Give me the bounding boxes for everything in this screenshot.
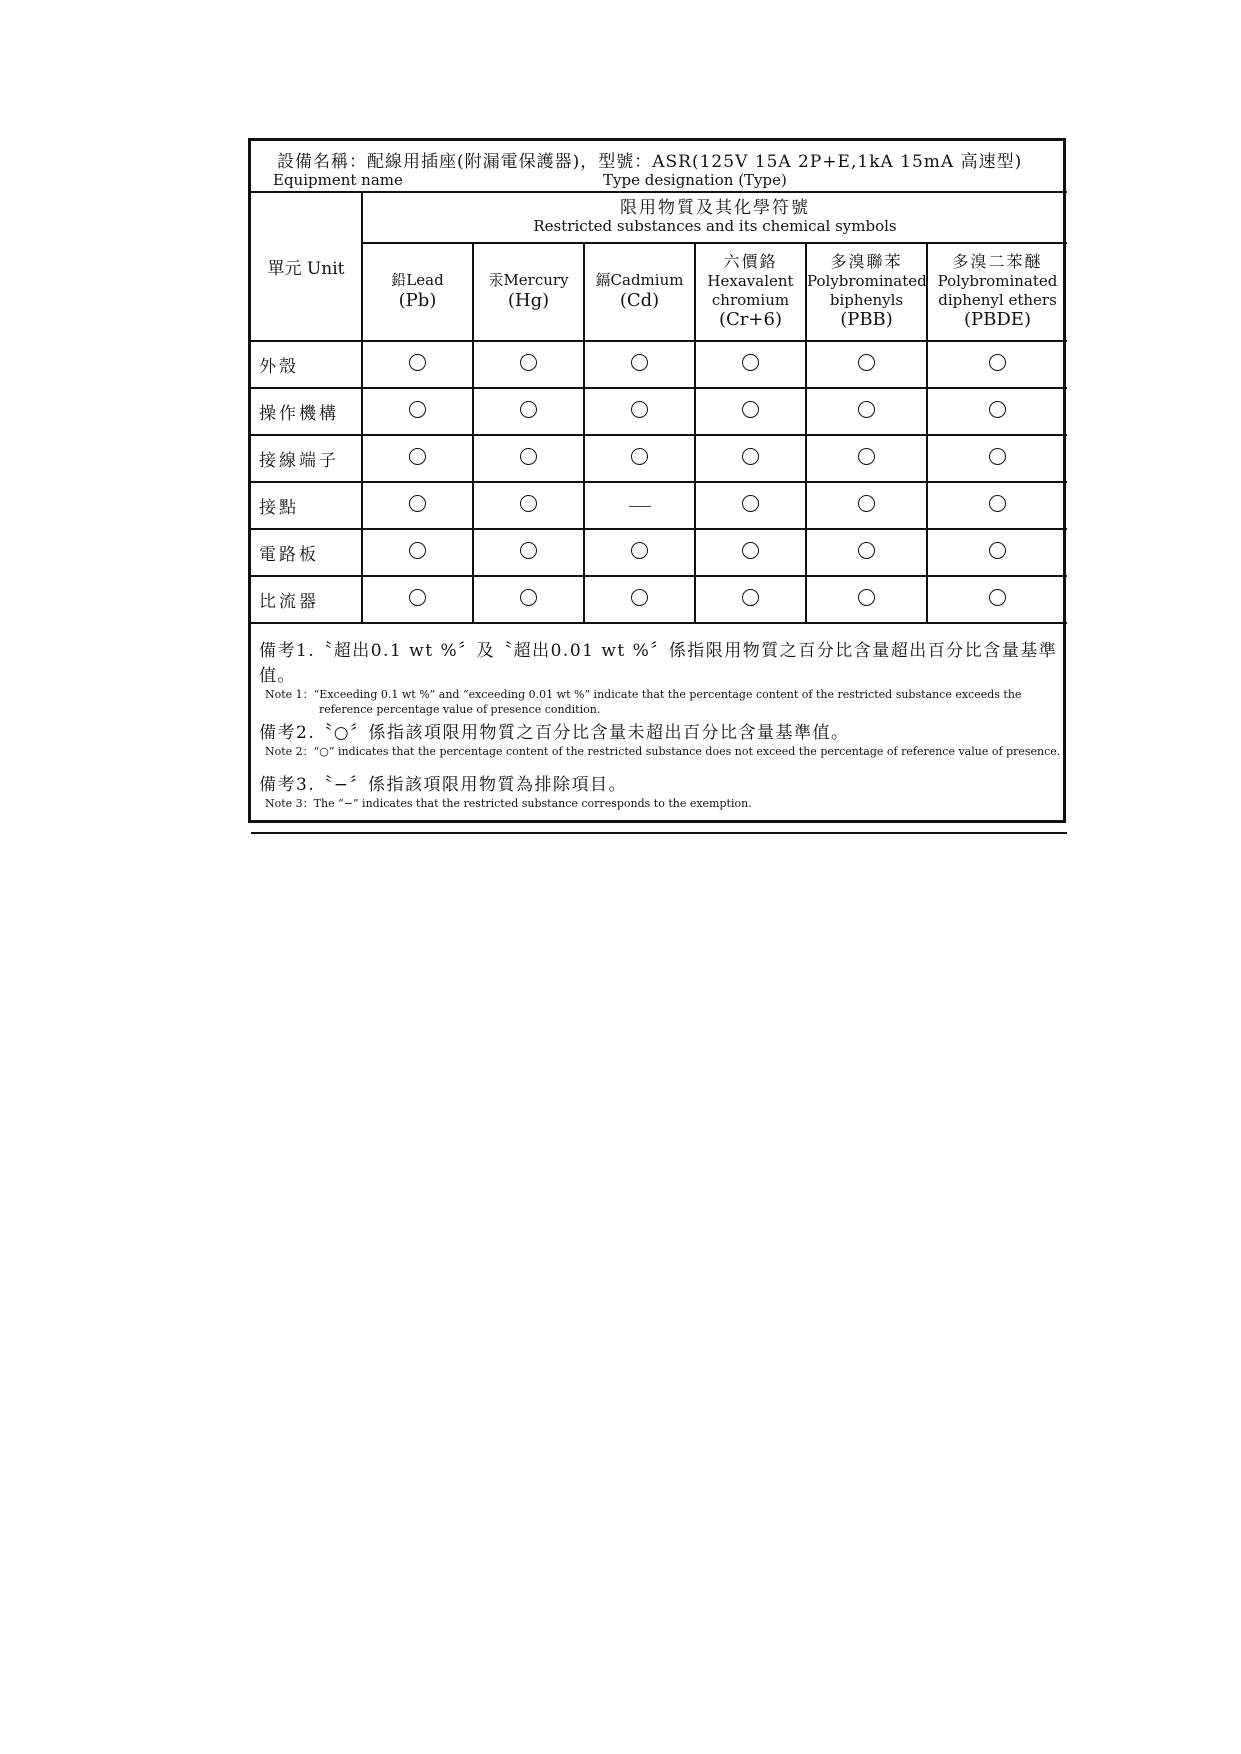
compliance-cell (927, 341, 1067, 388)
compliant-circle-mark (409, 448, 426, 465)
unit-name: 操作機構 (251, 388, 362, 435)
compliance-cell (473, 482, 584, 529)
compliant-circle-mark (742, 589, 759, 606)
compliance-cell (473, 576, 584, 623)
compliant-circle-mark (858, 495, 875, 512)
compliant-circle-mark (409, 495, 426, 512)
compliant-circle-mark (631, 401, 648, 418)
compliance-cell (927, 482, 1067, 529)
substance-mercury: 汞Mercury (Hg) (473, 243, 584, 341)
compliance-cell (806, 341, 927, 388)
note3-zh: 備考3.〝−〞係指該項限用物質為排除項目。 (259, 774, 627, 795)
compliant-circle-mark (742, 401, 759, 418)
compliance-cell (362, 529, 473, 576)
compliance-cell (362, 435, 473, 482)
compliant-circle-mark (858, 589, 875, 606)
compliant-circle-mark (989, 354, 1006, 371)
unit-name: 接線端子 (251, 435, 362, 482)
equipment-title: 設備名稱：配線用插座(附漏電保護器)，型號：ASR(125V 15A 2P+E,1kA 15mA 高速型) (277, 152, 1023, 172)
compliance-cell (584, 388, 695, 435)
compliant-circle-mark (631, 542, 648, 559)
compliant-circle-mark (631, 448, 648, 465)
notes-section (251, 623, 1067, 833)
compliant-circle-mark (989, 495, 1006, 512)
unit-name: 接點 (251, 482, 362, 529)
compliance-cell (927, 576, 1067, 623)
compliance-cell (806, 482, 927, 529)
compliant-circle-mark (858, 401, 875, 418)
compliant-circle-mark (409, 401, 426, 418)
compliance-cell (473, 529, 584, 576)
rohs-declaration-sheet (248, 138, 1066, 823)
table-row (251, 529, 1067, 576)
compliant-circle-mark (742, 542, 759, 559)
compliance-cell (362, 482, 473, 529)
unit-header: 單元 Unit (251, 192, 362, 341)
compliant-circle-mark (631, 589, 648, 606)
compliance-cell (806, 529, 927, 576)
compliance-cell (362, 388, 473, 435)
substance-cadmium: 鎘Cadmium (Cd) (584, 243, 695, 341)
substance-hexavalent-chromium: 六價鉻 Hexavalent chromium (Cr+6) (695, 243, 806, 341)
type-designation-label: Type designation (Type) (603, 171, 787, 189)
table-row (251, 341, 1067, 388)
substance-lead: 鉛Lead (Pb) (362, 243, 473, 341)
compliance-cell (362, 576, 473, 623)
compliant-circle-mark (742, 354, 759, 371)
table-row (251, 576, 1067, 623)
compliance-cell (584, 576, 695, 623)
compliance-cell (927, 529, 1067, 576)
note1-en: Note 1：“Exceeding 0.1 wt %” and “exceeding 0.01 wt %” indicate that the percentage content of the restricted substance exceeds the reference percentage value of presence condition. (265, 688, 1022, 716)
compliant-circle-mark (520, 495, 537, 512)
restricted-en: Restricted substances and its chemical symbols (533, 217, 897, 236)
compliance-cell (473, 388, 584, 435)
compliance-cell (473, 435, 584, 482)
note3-en: Note 3：The “−” indicates that the restricted substance corresponds to the exemption. (265, 796, 752, 810)
compliant-circle-mark (409, 354, 426, 371)
compliant-circle-mark (989, 401, 1006, 418)
compliant-circle-mark (520, 354, 537, 371)
unit-name: 電路板 (251, 529, 362, 576)
compliant-circle-mark (520, 589, 537, 606)
compliant-circle-mark (520, 401, 537, 418)
compliance-cell (695, 341, 806, 388)
compliance-cell (695, 529, 806, 576)
compliant-circle-mark (858, 354, 875, 371)
table-row (251, 435, 1067, 482)
compliance-cell (927, 435, 1067, 482)
compliant-circle-mark (520, 542, 537, 559)
compliance-cell (362, 341, 473, 388)
compliant-circle-mark (409, 542, 426, 559)
compliant-circle-mark (409, 589, 426, 606)
unit-name: 外殼 (251, 341, 362, 388)
note1-zh: 備考1.〝超出0.1 wt %〞及〝超出0.01 wt %〞係指限用物質之百分比含量超出百分比含量基準值。 (259, 641, 1058, 686)
compliant-circle-mark (631, 354, 648, 371)
compliance-cell (695, 576, 806, 623)
unit-rows (251, 341, 1067, 623)
unit-name: 比流器 (251, 576, 362, 623)
compliance-cell (584, 341, 695, 388)
substance-pbde: 多溴二苯醚 Polybrominated diphenyl ethers (PBDE) (927, 243, 1067, 341)
compliant-circle-mark (858, 448, 875, 465)
compliance-cell (584, 482, 695, 529)
compliant-circle-mark (989, 542, 1006, 559)
equipment-header (251, 141, 1067, 192)
compliance-cell (695, 482, 806, 529)
restricted-substances-table (251, 141, 1067, 834)
substance-pbb: 多溴聯苯 Polybrominated biphenyls (PBB) (806, 243, 927, 341)
note2-en: Note 2：“○” indicates that the percentage content of the restricted substance does not exceed the percentage of reference value of presence. (265, 744, 1061, 758)
compliant-circle-mark (858, 542, 875, 559)
compliant-circle-mark (989, 589, 1006, 606)
compliance-cell (806, 576, 927, 623)
compliant-circle-mark (989, 448, 1006, 465)
compliance-cell (695, 388, 806, 435)
exemption-dash-mark (629, 506, 651, 507)
compliance-cell (473, 341, 584, 388)
compliance-cell (806, 388, 927, 435)
restricted-zh: 限用物質及其化學符號 (620, 197, 810, 218)
compliant-circle-mark (742, 495, 759, 512)
compliance-cell (695, 435, 806, 482)
restricted-substances-header (362, 192, 1067, 243)
compliance-cell (806, 435, 927, 482)
compliance-cell (584, 435, 695, 482)
compliant-circle-mark (742, 448, 759, 465)
compliance-cell (584, 529, 695, 576)
table-row (251, 482, 1067, 529)
note2-zh: 備考2.〝○〞係指該項限用物質之百分比含量未超出百分比含量基準值。 (259, 722, 850, 743)
equipment-name-label: Equipment name (273, 171, 403, 189)
compliant-circle-mark (520, 448, 537, 465)
table-row (251, 388, 1067, 435)
compliance-cell (927, 388, 1067, 435)
